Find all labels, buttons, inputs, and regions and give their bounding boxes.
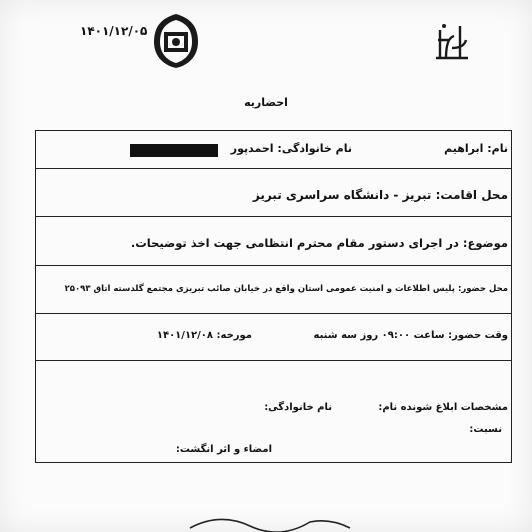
relation-label: نسبت: <box>469 424 502 435</box>
table-border-bottom <box>35 462 512 463</box>
notified-family-label: نام خانوادگی: <box>264 402 332 413</box>
presence-time-label: وقت حضور: <box>448 330 508 341</box>
row-divider <box>35 313 512 314</box>
name-value: ابراهیم <box>444 142 484 155</box>
presence-time-field <box>314 330 508 341</box>
calligraphy-logo-icon <box>430 18 474 62</box>
notified-name-label: مشخصات ابلاغ شونده نام: <box>378 402 508 413</box>
presence-time-value: ساعت ۰۹:۰۰ روز سه شنبه <box>313 330 445 341</box>
police-badge-icon <box>150 12 202 70</box>
subject-value: در اجرای دستور مقام محترم انتظامی جهت اخذ توضیحات. <box>130 236 459 250</box>
presence-place-value: پلیس اطلاعات و امنیت عمومی استان واقع در خیابان صائب تبریزی مجتمع گلدسته اتاق ۲۵۰۹۳ <box>64 284 455 294</box>
subject-field <box>131 236 508 250</box>
family-field <box>231 142 352 155</box>
table-border-right <box>511 130 512 462</box>
family-label: نام خانوادگی: <box>277 142 352 155</box>
residence-value: تبریز - دانشگاه سراسری تبریز <box>252 188 432 202</box>
table-border-left <box>35 130 36 462</box>
row-divider <box>35 168 512 169</box>
presence-date-field <box>157 330 252 341</box>
notified-family-field <box>264 402 332 413</box>
family-value: احمدپور <box>230 142 274 155</box>
row-divider <box>35 360 512 361</box>
signature-scribble <box>180 508 360 532</box>
residence-label: محل اقامت: <box>435 188 508 202</box>
signature-field <box>176 444 272 455</box>
document-date: ۱۴۰۱/۱۲/۰۵ <box>80 24 148 38</box>
row-divider <box>35 216 512 217</box>
redaction-bar <box>130 144 218 157</box>
table-border-top <box>35 130 512 131</box>
presence-place-field <box>65 284 508 294</box>
presence-place-label: محل حضور: <box>457 284 508 294</box>
row-divider <box>35 265 512 266</box>
presence-date-value: ۱۴۰۱/۱۲/۰۸ <box>156 330 214 341</box>
name-field <box>444 142 508 155</box>
subject-label: موضوع: <box>462 236 508 250</box>
relation-field <box>469 424 502 435</box>
residence-field <box>253 188 508 202</box>
notified-name-field <box>378 402 508 413</box>
signature-label: امضاء و اثر انگشت: <box>175 444 272 455</box>
presence-date-label: مورخه: <box>216 330 252 341</box>
name-label: نام: <box>487 142 508 155</box>
document-title: احضاریه <box>244 96 288 109</box>
